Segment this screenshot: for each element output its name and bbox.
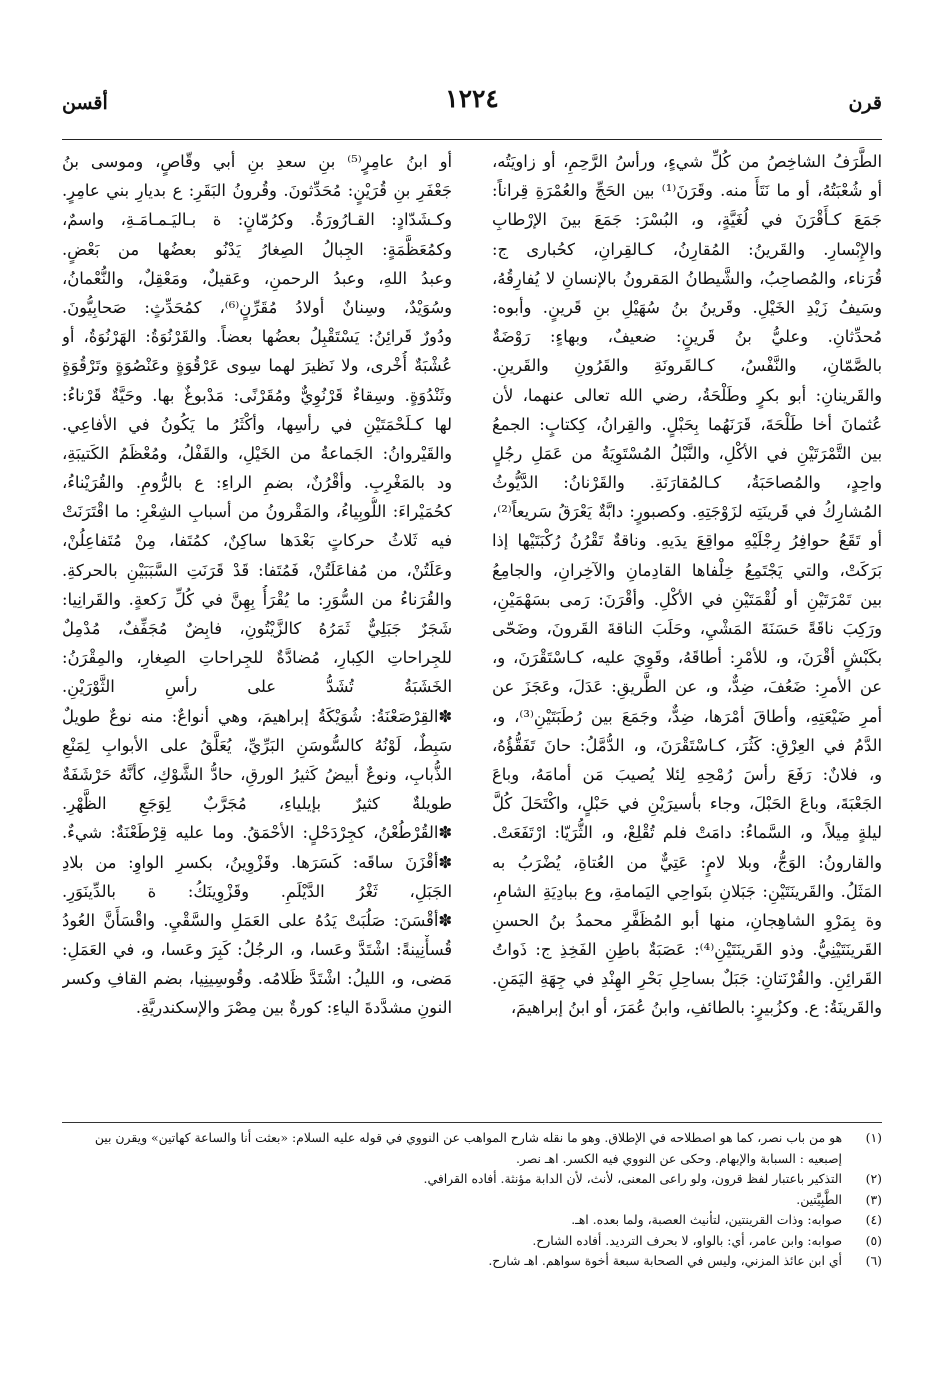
text-line: لها كـلَحْمَتَيْنِ في رأسِها، وأكْثَرُ ما يَكُونُ في الأفاعِي. (62, 414, 452, 434)
text-line: الذُّبابِ، ونوعٌ أبيضُ كَثيرُ الورقِ، حادُّ الشَّوْكِ، كأنَّهُ حَرْشَفَةٌ (62, 764, 452, 784)
text-line: الخَشَبَةُ تُشَدُّ على رأسِ الثَّوْرَيْنِ. (62, 677, 452, 697)
footnote-text (62, 1190, 842, 1211)
footnote-text (62, 1251, 842, 1272)
footnote-number: (١) (865, 1130, 882, 1145)
text-line: ودُورٌ قَرائِنُ: يَسْتَقْبِلُ بعضُها بعضاً. والقَرْنُوَةُ: الهَرْنُوَةُ، أو (62, 327, 452, 347)
text-line: بين تَمْرَتَيْنِ أو لُقْمَتَيْنِ في الأكْلِ. وأقْرَنَ: رَمى بسَهْمَيْنِ، (492, 589, 882, 609)
text-line: والقَرينَةُ: ع. وكزُبيرٍ: بالطائفِ، وابنُ عُمَرَ، أو ابنُ إبراهيمَ، (510, 998, 882, 1018)
text-line: وعبدُ اللهِ، وعبدُ الرحمنِ، وعَقيلٌ، ومَعْقِلٌ، والنُّعْمانُ، (62, 268, 452, 288)
text-line: وثَنْدُوَةٍ. وسِقاءٌ قَرْنُوِيٌّ ومُقَرْنًى: مَدْبوغٌ بها. وحَيَّةٌ قَرْناءُ: (62, 385, 452, 405)
text-line: سَبِطٌ، لَوْنُهُ كالسُّوسَنِ البَرِّيِّ، يُعَلَّقُ على الأبوابِ لِمَنْعِ (62, 735, 452, 755)
text-line: شَجَرٌ جَبَلِيٌّ ثَمَرُهُ كالزَّيْتُونِ، فابِضٌ مُجَفِّفٌ، مُدْمِلٌ (62, 619, 452, 638)
header-rule (62, 139, 882, 140)
text-line: الطَّرَفُ الشاخِصُ من كُلِّ شيءٍ، ورأسُ الرَّحِمِ، أو زاويَتُه، (492, 152, 882, 171)
footnote (62, 1251, 882, 1272)
footnote-rule (62, 1122, 882, 1123)
text-line: المُشارِكُ في قَرينَتِه لزَوْجَتِهِ. وكصبورٍ: دابَّةٌ يَعْرَقُ سَريعاً⁽²⁾، (492, 502, 882, 522)
text-line: الدَّمُ في العِرْقِ: كَثُرَ، كـاسْتَقْرَنَ، و، الدُّمَّلُ: حانَ تَفَقُّؤُهُ، (492, 735, 882, 755)
text-line: القَرائِنِ. والقُرْنَتانِ: جَبَلٌ بساحِلِ بَحْرِ الهِنْدِ في جِهَةِ اليَمَنِ. (492, 969, 882, 989)
footnotes (62, 1128, 882, 1272)
text-line: ليلةٍ مِيلاً، و، السَّماءُ: دامَتْ فلم تُقْلِعْ، و، الثُّرَيّا: ارْتَفَعَتْ. (492, 823, 882, 843)
footnote (62, 1128, 882, 1169)
text-line: واحِدٍ، والمُصاحَبَةُ، كـالمُقارَنَةِ. والقَرْنانُ: الدَّيُّوثُ (492, 473, 882, 493)
footnote-number: (٢) (865, 1171, 882, 1186)
footnote-number: (٦) (865, 1253, 882, 1268)
footnote-line: أي ابن عائذ المزني، وليس في الصحابة سبعة أخوة سواهم. اهـ شارح. (488, 1253, 842, 1268)
text-line: أو شُعْبَتُهُ، أو ما نَتَأَ منه. وقَرَنَ⁽¹⁾ بين الحَجِّ والعُمْرَةِ قِراناً: (492, 181, 882, 201)
footnote (62, 1190, 882, 1211)
footnote-line: صوابه: وابن عامر، أي: بالواو، لا بحرف الترديد. أفاده الشارح. (532, 1232, 842, 1248)
text-line: بكَبْشٍ أقْرَنَ، و، للأمْرِ: أطاقَهُ، وقَوِيَ عليه، كـاسْتَقْرَنَ، و، (492, 648, 882, 668)
text-line: بين التَّمْرَتَيْنِ في الأكْلِ، والنَّبْلُ المُسْتَوِيَةُ من عَمَلِ رجُلٍ (492, 443, 882, 463)
text-line: ✽أقْسَنَ: صَلُبَتْ يَدُهُ على العَمَلِ والسَّقْيِ. واقْسَأَنَّ العُودُ (62, 910, 452, 930)
footnote (62, 1210, 882, 1231)
page-header (62, 84, 882, 140)
text-line: قُرَناء، والمُصاحِبُ، والشَّيطانُ المَقرونُ بالإنسانِ لا يُفارِقُهُ، (492, 268, 882, 288)
text-line: كحُمَيْراءَ: اللُّوبِياءُ، والمَقْرونُ من أسبابِ الشِعْرِ: ما اقْتَرَنَتْ (62, 502, 452, 522)
footnote-text (62, 1210, 842, 1231)
header-headword-right: قرن (848, 92, 882, 114)
right-column (492, 147, 882, 1023)
body-columns (62, 147, 882, 1035)
footnote-line: إصبعيه : السبابة والإبهام. وحكى عن النووي فيه الكسر. اهـ نصر. (516, 1150, 842, 1166)
text-line: أو ابنُ عامِرٍ⁽⁵⁾ بنِ سعدِ بنِ أبي وقّاصٍ، وموسى بنُ (62, 152, 452, 171)
text-line: القَرينَتَيْنِيُّ. وذو القَرينَتَيْنِ⁽⁴⁾: عَصَبَةٌ باطِنِ الفَخِذِ ج: ذَواتُ (492, 940, 882, 960)
footnote-number: (٥) (865, 1232, 882, 1248)
text-line: مُحدِّثانِ. وعليُّ بنُ قَرينٍ: ضعيفٌ، وبهاءٍ: رَوْضَةٌ (492, 327, 882, 347)
left-column (62, 147, 452, 1023)
footnote (62, 1231, 882, 1252)
text-line: بالصَّمّانِ، والنَّفْسُ، كـالقَرونَةِ والقَرُونِ والقَرينِ. (492, 356, 882, 376)
footnote-text (62, 1231, 842, 1252)
text-line: ✽القُرْطُعْنُ، كجِرْدَحْلٍ: الأحْمَقُ. وما عليه قِرْطَعْنَةٌ: شيءٌ. (62, 823, 452, 843)
text-line: للجِراحاتِ الكِبارِ، مُضادَّةٌ للجِراحاتِ الصِغارِ، والمِقْرَنُ: (62, 648, 452, 668)
text-line: والقَرينانِ: أبو بكرٍ وطَلْحَةُ، رضي الله تعالى عنهما، لأن (492, 385, 882, 405)
text-line: عُشْبَةٌ أُخْرى، ولا نَظيرَ لهما سِوى عَرْقُوَةٍ وعَنْصُوَةٍ وتَرْقُوَةٍ (62, 356, 452, 376)
footnote-line: الطَّبِيَّتين. (796, 1191, 842, 1207)
text-line: وة بِمَرْوِ الشاهِجانِ، منها أبو المُظَفَّرِ محمدُ بنُ الحسنِ (492, 910, 882, 930)
text-line: ورَكِبَ ناقَةً حَسَنَةَ المَشْيِ، وحَلَبَ الناقةَ القَرونَ، وضَحّى (492, 619, 882, 638)
text-line: وسَيفُ زَيْدِ الخَيْلِ. وقَرينُ بنُ سُهَيْلِ بنِ قَرينٍ. وأبوه: (492, 297, 882, 317)
text-line: أمرِ ضَيْعَتِهِ، وأطاقَ أمْرَها، ضِدٌّ، وجَمَعَ بين رُطَبَتَيْنِ⁽³⁾، و، (492, 706, 882, 726)
text-line: المَثَلُ. والقَرينَتَيْنِ: جَبَلانِ بنَواحِي اليَمامةِ، وع ببادِيَةِ الشامِ، (492, 881, 882, 901)
footnote-number: (٣) (865, 1191, 882, 1207)
text-line: مَضى، و، الليلُ: اشْتَدَّ ظَلامُه. وقُوسِينِيا، بضم القافِ وكسر (62, 969, 452, 989)
footnote-line: صوابه: وذات القرينتين، لتأنيث العصبة، ولما بعده. اهـ. (571, 1212, 842, 1227)
footnote-text (62, 1128, 842, 1169)
text-line: وكـشَدّادٍ: القـارُورَةُ. وكرُمّانٍ: ة بـاليَـمـامَـةِ، واسمٌ، (62, 210, 452, 230)
text-line: وكمُعَظَّمَةٍ: الجِبالُ الصِغارُ يَدْنُو بعضُها من بَعْضٍ. (62, 239, 452, 259)
text-line: والقُرَناءُ من السُّوَرِ: ما يُقْرَأُ بِهِنَّ في كُلِّ رَكعةٍ. والقَرانِيا: (62, 589, 452, 609)
text-line: النونِ مشدَّدةَ الياءِ: كورةٌ بين مِصْرَ والإسكندريَّةِ. (135, 998, 452, 1018)
footnote-number: (٤) (865, 1212, 882, 1227)
page-number: ١٢٢٤ (445, 84, 499, 113)
text-line: والإِبْسارِ. والقَرينُ: المُقارِنُ، كـالقِرانِ، كحُبارى ج: (492, 239, 882, 259)
footnote-line: هو من باب نصر، كما هو اصطلاحه في الإطلاق. وهو ما نقله شارح المواهب عن النووي في قوله عليه السلام: «بعثت أنا والساعة كهاتين» ويقرن بين (94, 1130, 842, 1145)
footnote-line: التذكير باعتبار لفظ قرون، ولو راعى المعنى، لأنث، لأن الدابة مؤنثة. أفاده القرافي. (423, 1171, 842, 1186)
footnote-text (62, 1169, 842, 1190)
text-line: ود بالمَغْرِبِ. وأقْرُنٌ، بضمِ الراءِ: ع بالرُّومِ. والقُرَيْناءُ، (62, 473, 452, 493)
text-line: بَرَكَتْ، والتي يَجْتَمِعُ خِلْفاها القادِمانِ والآخِرانِ، والجامِعُ (492, 560, 882, 580)
text-line: عُثمانَ أخا طَلْحَةَ، قَرَنَهُما بِحَبْلٍ. والقِرانُ، كِكتابٍ: الجمعُ (492, 414, 882, 434)
text-line: ✽القِرْصَعْنَةُ: شُوَيْكَةُ إبراهيمَ، وهي أنواعٌ: منه نوعٌ طويلٌ (62, 706, 452, 726)
header-headword-left: أقسن (62, 92, 108, 114)
text-line: فيه ثَلاثُ حركاتٍ بَعْدَها ساكِنٌ، كمُتَفا، مِنْ مُتَفاعِلُنْ، (62, 531, 452, 551)
footnote (62, 1169, 882, 1190)
text-line: جَعْفَرِ بنِ قُرَيْنٍ: مُحَدِّثونَ. وقُرونُ البَقَرِ: ع بديارِ بني عامِرٍ. (62, 181, 452, 201)
text-line: قُسأْنِينةً: اشْتَدَّ وعَسا، و، الرجُلُ: كَبِرَ وعَسا، و، في العَمَلِ: (62, 940, 452, 960)
text-line: جَمَعَ كـأَقْرَنَ في لُغَيَّةٍ، و، البُسْرَ: جَمَعَ بينَ الإرْطابِ (492, 210, 882, 230)
text-line: طويلةٌ كثيرٌ بإيلياءِ، مُجَرَّبٌ لِوَجَعِ الظَّهْرِ. (62, 794, 452, 814)
text-line: و، فلانٌ: رَفَعَ رأسَ رُمْحِهِ لِئلا يُصيبَ مَن أمامَهُ، وباعَ (492, 764, 882, 784)
text-line: الجَعْبَةَ، وباعَ الحَبْلَ، وجاء بأسيرَيْنِ في حَبْلٍ، واكْتَحَلَ كُلَّ (492, 794, 882, 814)
text-line: وعَلَتُنْ، من مُفاعَلَتُنْ، فَمُتَفا: قَدْ قَرَنَتِ السَّبَبَيْنِ بالحركةِ. (62, 560, 452, 580)
text-line: أو تَقَعُ حوافِرُ رِجْلَيْهِ مواقِعَ يدَيهِ. وناقةٌ تَقْرُنُ رُكْبَتَيْها إذا (492, 531, 882, 551)
text-line: عن الأمرِ: ضَعُفَ، ضِدٌّ، و، عن الطَّريقِ: عَدَلَ، وعَجَزَ عن (492, 677, 882, 697)
text-line: وسُوَيْدٌ، وسِنانٌ أولادُ مُقَرِّنٍ⁽⁶⁾، كمُحَدِّثٍ: صَحابِيُّونَ. (62, 297, 452, 317)
text-line: الجَبَلِ، ثَغْرُ الدَّيْلَمِ. وقَزْوِينَكُ: ة بالدِّينَوَرِ. (62, 881, 452, 901)
text-line: ✽أقْزَنَ ساقَه: كَسَرَها. وقَزْوِينُ، بكسرِ الواوِ: من بلادِ (62, 852, 452, 872)
text-line: والقَيْروانُ: الجَماعةُ من الخَيْلِ، والقَفْلُ، ومُعْظَمُ الكَتيبَةِ، (62, 443, 452, 463)
text-line: والقارونُ: الوَجُّ، وبلا لامٍ: عَتِيٌّ من العُتاةِ، يُضْرَبُ به (492, 852, 882, 872)
